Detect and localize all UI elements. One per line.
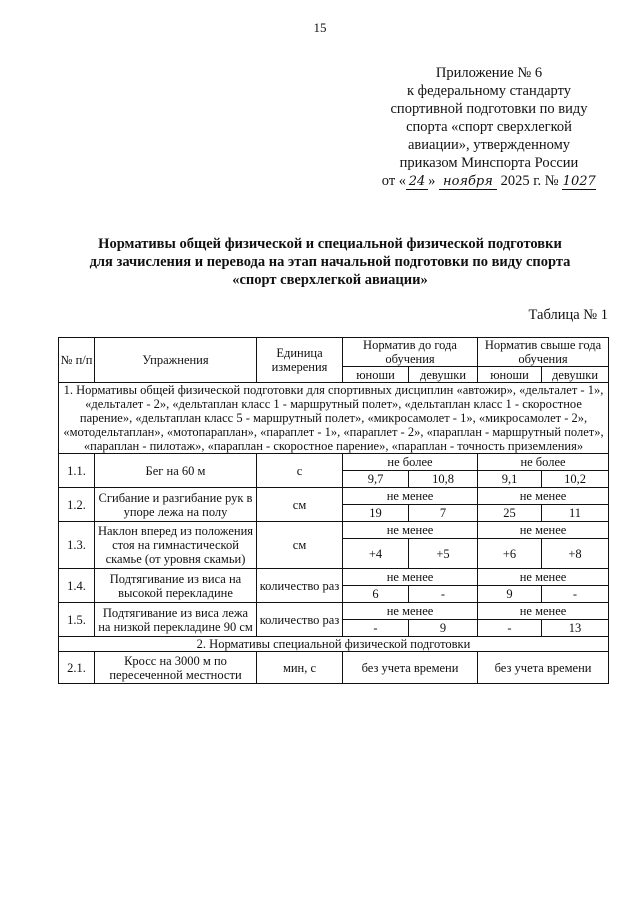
table-row	[59, 454, 609, 471]
value-cell: -	[542, 586, 609, 603]
value-cell: -	[343, 620, 409, 637]
order-mid: »	[428, 173, 436, 189]
page-number: 15	[313, 20, 327, 35]
value-cell: +6	[478, 539, 542, 569]
order-number-handwritten: 1027	[562, 174, 596, 189]
header-girls: девушки	[542, 367, 609, 383]
value-cell: +5	[409, 539, 478, 569]
row-exercise: Бег на 60 м	[95, 454, 257, 488]
row-exercise: Подтягивание из виса на высокой перекладине	[95, 569, 257, 603]
value-cell: +4	[343, 539, 409, 569]
header-exercise: Упражнения	[95, 338, 257, 383]
header-boys: юноши	[478, 367, 542, 383]
row-exercise: Сгибание и разгибание рук в упоре лежа на полу	[95, 488, 257, 522]
row-condition: не менее	[478, 488, 609, 505]
appendix-line: спорта «спорт сверхлегкой	[406, 119, 572, 135]
value-cell: без учета времени	[478, 652, 609, 684]
order-line	[370, 172, 608, 190]
title-line: Нормативы общей физической и специальной физической подготовки	[98, 236, 562, 252]
row-condition: не менее	[343, 522, 478, 539]
value-cell: 9	[478, 586, 542, 603]
appendix-line: авиации», утвержденному	[407, 137, 571, 153]
section-row	[59, 637, 609, 652]
title-line: «спорт сверхлегкой авиации»	[232, 272, 428, 288]
header-boys: юноши	[343, 367, 409, 383]
row-condition: не менее	[343, 488, 478, 505]
row-condition: не менее	[478, 569, 609, 586]
header-number: № п/п	[59, 338, 95, 383]
row-number: 1.1.	[59, 454, 95, 488]
value-cell: 10,2	[542, 471, 609, 488]
row-condition: не менее	[478, 522, 609, 539]
header-unit: Единица измерения	[257, 338, 343, 383]
section-1-title: 1. Нормативы общей физической подготовки для спортивных дисциплин «автожир», «дельталет - 1», «дельталет - 2», «дельтаплан класс 1 - маршрутный полет», «дельтаплан класс 1 - скоростное парение», «дельтаплан класс 5 - маршрутный полет», «микросамолет - 1», «микросамолет - 2», «мотодельтаплан», «мотопараплан», «параплет - 1», «параплет - 2», «параплан - маршрутный полет», «параплан - пилотаж», «параплан - скоростное парение», «параплан - точность приземления»	[59, 383, 609, 454]
value-cell: 9,7	[343, 471, 409, 488]
row-condition: не более	[343, 454, 478, 471]
table-row	[59, 603, 609, 620]
row-unit: с	[257, 454, 343, 488]
value-cell: 7	[409, 505, 478, 522]
appendix-line: спортивной подготовки по виду	[390, 101, 588, 117]
order-prefix: от «	[381, 173, 407, 189]
row-exercise: Кросс на 3000 м по пересеченной местности	[95, 652, 257, 684]
row-exercise: Подтягивание из виса лежа на низкой перекладине 90 см	[95, 603, 257, 637]
value-cell: -	[478, 620, 542, 637]
appendix-line: Приложение № 6	[435, 65, 543, 81]
header-norm-over-year: Норматив свыше года обучения	[478, 338, 609, 367]
order-year: 2025 г. №	[500, 173, 559, 189]
document-title	[40, 235, 620, 289]
order-day-handwritten: 24	[406, 174, 428, 190]
section-2-title: 2. Нормативы специальной физической подготовки	[59, 637, 609, 652]
table-label: Таблица № 1	[528, 307, 608, 323]
value-cell: 19	[343, 505, 409, 522]
order-month-handwritten: ноября	[439, 174, 497, 190]
header-row	[59, 338, 609, 367]
row-condition: не менее	[478, 603, 609, 620]
section-row	[59, 383, 609, 454]
row-unit: количество раз	[257, 569, 343, 603]
row-unit: количество раз	[257, 603, 343, 637]
row-number: 2.1.	[59, 652, 95, 684]
row-unit: мин, с	[257, 652, 343, 684]
value-cell: +8	[542, 539, 609, 569]
value-cell: 10,8	[409, 471, 478, 488]
row-condition: не менее	[343, 603, 478, 620]
table-row	[59, 488, 609, 505]
value-cell: 9	[409, 620, 478, 637]
value-cell: 25	[478, 505, 542, 522]
value-cell: -	[409, 586, 478, 603]
row-number: 1.3.	[59, 522, 95, 569]
value-cell: без учета времени	[343, 652, 478, 684]
table-row	[59, 652, 609, 684]
value-cell: 13	[542, 620, 609, 637]
row-condition: не менее	[343, 569, 478, 586]
appendix-block	[370, 64, 608, 190]
header-girls: девушки	[409, 367, 478, 383]
value-cell: 11	[542, 505, 609, 522]
norms-table	[58, 337, 609, 684]
table-row	[59, 569, 609, 586]
appendix-line: к федеральному стандарту	[407, 83, 571, 99]
row-condition: не более	[478, 454, 609, 471]
title-line: для зачисления и перевода на этап начальной подготовки по виду спорта	[89, 254, 571, 270]
row-unit: см	[257, 488, 343, 522]
row-exercise: Наклон вперед из положения стоя на гимнастической скамье (от уровня скамьи)	[95, 522, 257, 569]
row-number: 1.4.	[59, 569, 95, 603]
header-norm-up-to-year: Норматив до года обучения	[343, 338, 478, 367]
value-cell: 9,1	[478, 471, 542, 488]
row-number: 1.2.	[59, 488, 95, 522]
table-row	[59, 522, 609, 539]
value-cell: 6	[343, 586, 409, 603]
row-unit: см	[257, 522, 343, 569]
appendix-line: приказом Минспорта России	[399, 155, 579, 171]
row-number: 1.5.	[59, 603, 95, 637]
